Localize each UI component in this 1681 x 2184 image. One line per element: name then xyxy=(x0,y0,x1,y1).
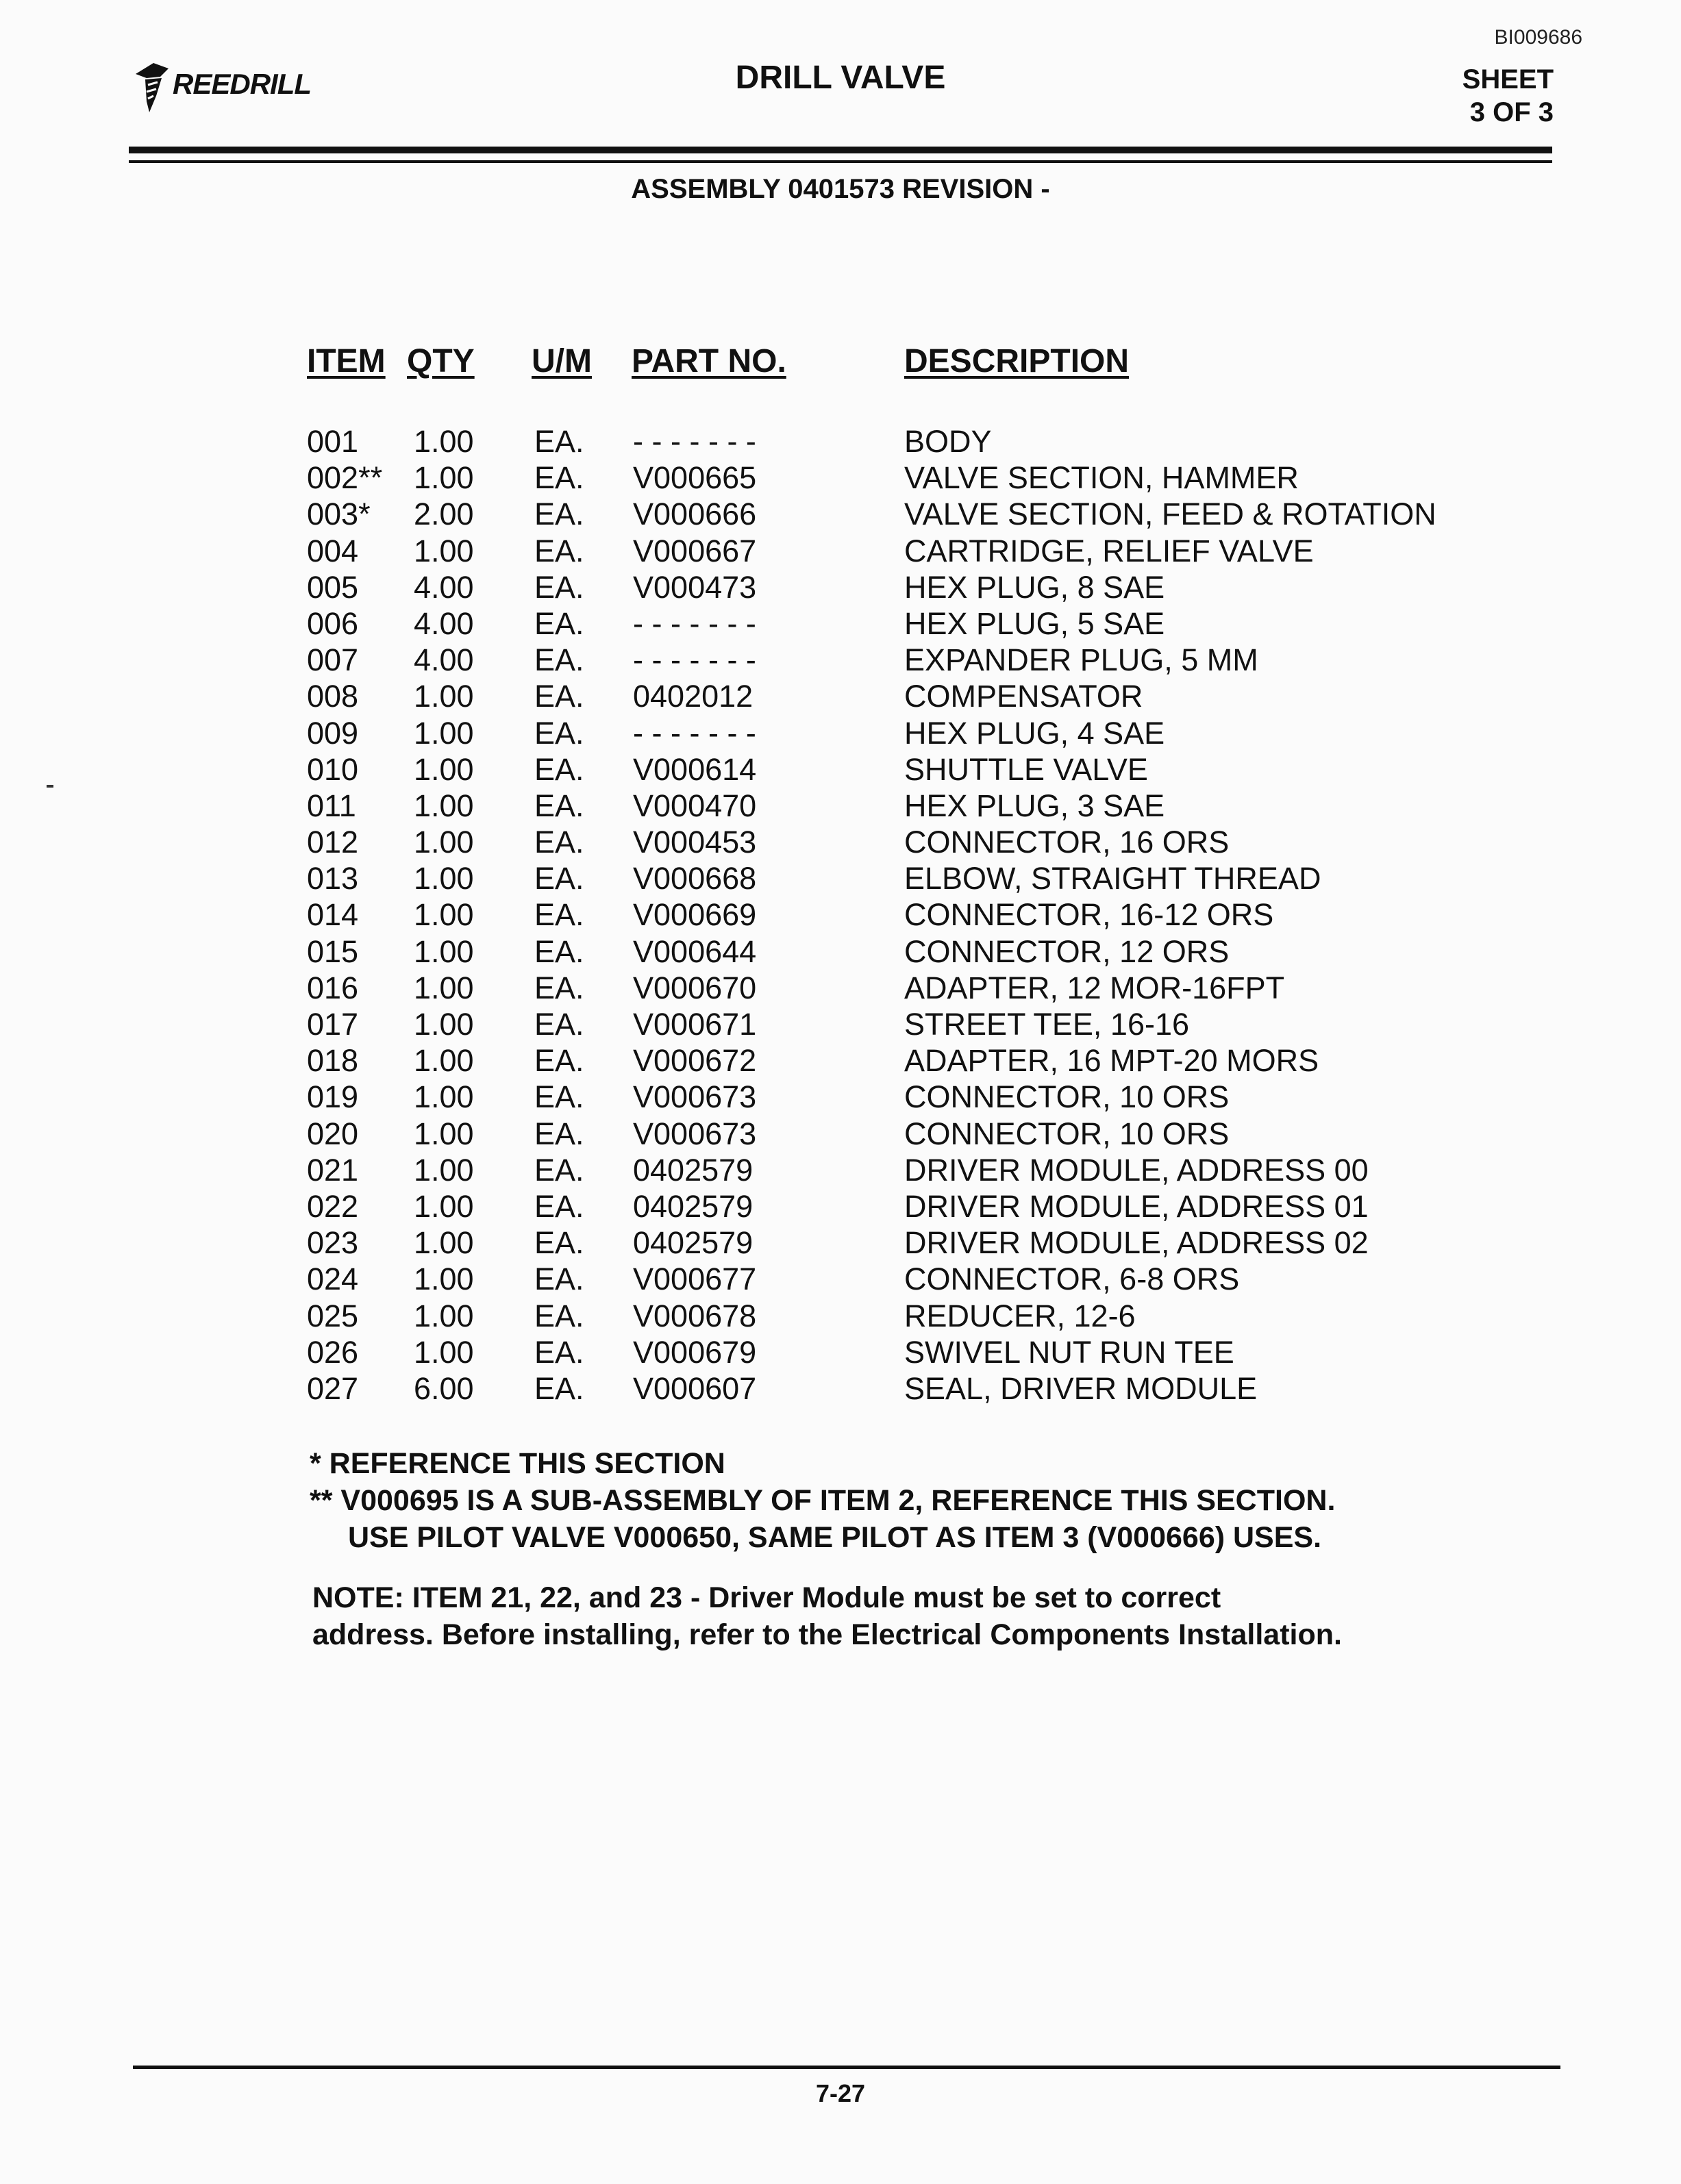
unit-of-measure-cell: EA. xyxy=(534,1043,584,1079)
table-row xyxy=(0,423,1681,460)
quantity-cell: 1.00 xyxy=(414,460,474,496)
part-number-cell: V000644 xyxy=(633,933,757,969)
description-cell: CONNECTOR, 6-8 ORS xyxy=(904,1262,1240,1297)
table-row xyxy=(0,933,1681,970)
sheet-indicator xyxy=(1462,63,1554,129)
unit-of-measure-cell: EA. xyxy=(534,1298,584,1333)
description-cell: DRIVER MODULE, ADDRESS 02 xyxy=(904,1225,1369,1261)
part-number-cell: V000670 xyxy=(633,970,757,1005)
item-number-cell: 001 xyxy=(307,424,359,459)
part-number-cell: V000453 xyxy=(633,825,757,860)
part-number-cell: V000470 xyxy=(633,788,757,823)
quantity-cell: 1.00 xyxy=(414,970,474,1005)
description-cell: DRIVER MODULE, ADDRESS 00 xyxy=(904,1152,1369,1188)
table-row xyxy=(0,1116,1681,1152)
item-number-cell: 006 xyxy=(307,605,359,641)
part-number-cell: V000667 xyxy=(633,533,757,568)
part-number-cell: V000669 xyxy=(633,897,757,933)
table-row xyxy=(0,1188,1681,1225)
table-row xyxy=(0,496,1681,532)
footnote-double-star: ** V000695 IS A SUB-ASSEMBLY OF ITEM 2, REFERENCE THIS SECTION. xyxy=(310,1484,1336,1517)
unit-of-measure-cell: EA. xyxy=(534,933,584,969)
item-number-cell: 002** xyxy=(307,460,383,496)
part-number-cell: V000473 xyxy=(633,569,757,605)
column-header-qty: QTY xyxy=(407,343,475,379)
description-cell: HEX PLUG, 4 SAE xyxy=(904,715,1165,751)
column-header-part-no: PART NO. xyxy=(632,343,786,379)
unit-of-measure-cell: EA. xyxy=(534,1334,584,1370)
header-divider-thin xyxy=(129,160,1552,163)
table-row xyxy=(0,715,1681,751)
table-row xyxy=(0,678,1681,714)
unit-of-measure-cell: EA. xyxy=(534,497,584,532)
quantity-cell: 1.00 xyxy=(414,751,474,787)
quantity-cell: 1.00 xyxy=(414,715,474,751)
part-number-cell: V000668 xyxy=(633,861,757,896)
unit-of-measure-cell: EA. xyxy=(534,861,584,896)
unit-of-measure-cell: EA. xyxy=(534,1225,584,1261)
item-number-cell: 019 xyxy=(307,1079,359,1115)
unit-of-measure-cell: EA. xyxy=(534,460,584,496)
part-number-cell: V000614 xyxy=(633,751,757,787)
description-cell: COMPENSATOR xyxy=(904,679,1143,714)
part-number-cell: - - - - - - - xyxy=(633,605,756,641)
footer-divider xyxy=(133,2066,1560,2069)
table-row xyxy=(0,896,1681,933)
quantity-cell: 1.00 xyxy=(414,1225,474,1261)
unit-of-measure-cell: EA. xyxy=(534,1262,584,1297)
footnote-single-star: * REFERENCE THIS SECTION xyxy=(310,1447,725,1480)
table-row xyxy=(0,1152,1681,1188)
quantity-cell: 1.00 xyxy=(414,861,474,896)
item-number-cell: 007 xyxy=(307,642,359,678)
assembly-subtitle: ASSEMBLY 0401573 REVISION - xyxy=(631,174,1050,204)
quantity-cell: 1.00 xyxy=(414,1007,474,1042)
document-id: BI009686 xyxy=(1494,26,1582,49)
footnote-double-star-continued: USE PILOT VALVE V000650, SAME PILOT AS ITEM 3 (V000666) USES. xyxy=(348,1521,1322,1554)
description-cell: CONNECTOR, 16-12 ORS xyxy=(904,897,1274,933)
part-number-cell: 0402579 xyxy=(633,1225,754,1261)
description-cell: DRIVER MODULE, ADDRESS 01 xyxy=(904,1188,1369,1224)
table-row xyxy=(0,569,1681,605)
unit-of-measure-cell: EA. xyxy=(534,751,584,787)
quantity-cell: 1.00 xyxy=(414,1079,474,1115)
table-row xyxy=(0,1079,1681,1115)
margin-mark xyxy=(47,785,53,788)
item-number-cell: 027 xyxy=(307,1370,359,1406)
description-cell: HEX PLUG, 5 SAE xyxy=(904,605,1165,641)
table-row xyxy=(0,751,1681,788)
quantity-cell: 1.00 xyxy=(414,788,474,823)
page-number: 7-27 xyxy=(815,2079,866,2107)
item-number-cell: 023 xyxy=(307,1225,359,1261)
part-number-cell: - - - - - - - xyxy=(633,424,756,459)
quantity-cell: 4.00 xyxy=(414,605,474,641)
installation-note xyxy=(312,1579,1342,1653)
item-number-cell: 003* xyxy=(307,497,371,532)
item-number-cell: 011 xyxy=(307,788,356,823)
quantity-cell: 1.00 xyxy=(414,825,474,860)
page-title: DRILL VALVE xyxy=(735,60,946,96)
item-number-cell: 005 xyxy=(307,569,359,605)
quantity-cell: 1.00 xyxy=(414,1152,474,1188)
description-cell: ADAPTER, 12 MOR-16FPT xyxy=(904,970,1285,1005)
header-divider-thick xyxy=(129,147,1552,153)
table-row xyxy=(0,533,1681,569)
column-header-item: ITEM xyxy=(307,343,386,379)
note-line-1: NOTE: ITEM 21, 22, and 23 - Driver Module must be set to correct xyxy=(312,1581,1221,1614)
sheet-number: 3 OF 3 xyxy=(1469,97,1554,127)
quantity-cell: 1.00 xyxy=(414,933,474,969)
unit-of-measure-cell: EA. xyxy=(534,1007,584,1042)
unit-of-measure-cell: EA. xyxy=(534,897,584,933)
item-number-cell: 025 xyxy=(307,1298,359,1333)
quantity-cell: 1.00 xyxy=(414,1043,474,1079)
table-row xyxy=(0,605,1681,642)
parts-table-body xyxy=(0,423,1681,1407)
sheet-label: SHEET xyxy=(1462,64,1554,95)
quantity-cell: 1.00 xyxy=(414,897,474,933)
description-cell: STREET TEE, 16-16 xyxy=(904,1007,1190,1042)
logo-wordmark: REEDRILL xyxy=(173,68,311,100)
unit-of-measure-cell: EA. xyxy=(534,679,584,714)
item-number-cell: 008 xyxy=(307,679,359,714)
part-number-cell: - - - - - - - xyxy=(633,642,756,678)
unit-of-measure-cell: EA. xyxy=(534,1079,584,1115)
item-number-cell: 010 xyxy=(307,751,359,787)
description-cell: SWIVEL NUT RUN TEE xyxy=(904,1334,1234,1370)
quantity-cell: 1.00 xyxy=(414,1188,474,1224)
part-number-cell: - - - - - - - xyxy=(633,715,756,751)
table-row xyxy=(0,460,1681,496)
part-number-cell: V000673 xyxy=(633,1116,757,1151)
unit-of-measure-cell: EA. xyxy=(534,715,584,751)
part-number-cell: V000677 xyxy=(633,1262,757,1297)
part-number-cell: V000607 xyxy=(633,1370,757,1406)
item-number-cell: 012 xyxy=(307,825,359,860)
column-header-description: DESCRIPTION xyxy=(904,343,1130,379)
item-number-cell: 014 xyxy=(307,897,359,933)
note-line-2: address. Before installing, refer to the Electrical Components Installation. xyxy=(312,1618,1342,1651)
table-row xyxy=(0,860,1681,896)
quantity-cell: 4.00 xyxy=(414,569,474,605)
item-number-cell: 017 xyxy=(307,1007,359,1042)
quantity-cell: 1.00 xyxy=(414,1298,474,1333)
item-number-cell: 020 xyxy=(307,1116,359,1151)
quantity-cell: 1.00 xyxy=(414,1262,474,1297)
unit-of-measure-cell: EA. xyxy=(534,642,584,678)
quantity-cell: 2.00 xyxy=(414,497,474,532)
part-number-cell: V000665 xyxy=(633,460,757,496)
item-number-cell: 024 xyxy=(307,1262,359,1297)
quantity-cell: 1.00 xyxy=(414,533,474,568)
unit-of-measure-cell: EA. xyxy=(534,788,584,823)
unit-of-measure-cell: EA. xyxy=(534,424,584,459)
item-number-cell: 021 xyxy=(307,1152,359,1188)
table-row xyxy=(0,824,1681,860)
table-row xyxy=(0,1298,1681,1334)
quantity-cell: 4.00 xyxy=(414,642,474,678)
part-number-cell: V000666 xyxy=(633,497,757,532)
quantity-cell: 1.00 xyxy=(414,1116,474,1151)
description-cell: CARTRIDGE, RELIEF VALVE xyxy=(904,533,1314,568)
quantity-cell: 1.00 xyxy=(414,424,474,459)
description-cell: CONNECTOR, 10 ORS xyxy=(904,1079,1230,1115)
part-number-cell: V000679 xyxy=(633,1334,757,1370)
table-row xyxy=(0,642,1681,678)
quantity-cell: 1.00 xyxy=(414,679,474,714)
quantity-cell: 6.00 xyxy=(414,1370,474,1406)
unit-of-measure-cell: EA. xyxy=(534,1370,584,1406)
table-row xyxy=(0,1042,1681,1079)
description-cell: VALVE SECTION, HAMMER xyxy=(904,460,1299,496)
part-number-cell: V000678 xyxy=(633,1298,757,1333)
item-number-cell: 018 xyxy=(307,1043,359,1079)
description-cell: CONNECTOR, 16 ORS xyxy=(904,825,1230,860)
table-row xyxy=(0,1225,1681,1261)
description-cell: HEX PLUG, 8 SAE xyxy=(904,569,1165,605)
unit-of-measure-cell: EA. xyxy=(534,533,584,568)
part-number-cell: V000672 xyxy=(633,1043,757,1079)
table-row xyxy=(0,1334,1681,1370)
part-number-cell: V000673 xyxy=(633,1079,757,1115)
description-cell: CONNECTOR, 12 ORS xyxy=(904,933,1230,969)
item-number-cell: 026 xyxy=(307,1334,359,1370)
description-cell: CONNECTOR, 10 ORS xyxy=(904,1116,1230,1151)
unit-of-measure-cell: EA. xyxy=(534,1116,584,1151)
table-row xyxy=(0,1006,1681,1042)
item-number-cell: 022 xyxy=(307,1188,359,1224)
unit-of-measure-cell: EA. xyxy=(534,605,584,641)
column-header-um: U/M xyxy=(532,343,592,379)
unit-of-measure-cell: EA. xyxy=(534,569,584,605)
description-cell: EXPANDER PLUG, 5 MM xyxy=(904,642,1258,678)
unit-of-measure-cell: EA. xyxy=(534,1152,584,1188)
description-cell: SEAL, DRIVER MODULE xyxy=(904,1370,1258,1406)
unit-of-measure-cell: EA. xyxy=(534,825,584,860)
description-cell: BODY xyxy=(904,424,992,459)
item-number-cell: 015 xyxy=(307,933,359,969)
item-number-cell: 016 xyxy=(307,970,359,1005)
unit-of-measure-cell: EA. xyxy=(534,1188,584,1224)
item-number-cell: 004 xyxy=(307,533,359,568)
description-cell: REDUCER, 12-6 xyxy=(904,1298,1136,1333)
item-number-cell: 009 xyxy=(307,715,359,751)
part-number-cell: 0402012 xyxy=(633,679,754,714)
quantity-cell: 1.00 xyxy=(414,1334,474,1370)
description-cell: HEX PLUG, 3 SAE xyxy=(904,788,1165,823)
description-cell: SHUTTLE VALVE xyxy=(904,751,1148,787)
description-cell: ELBOW, STRAIGHT THREAD xyxy=(904,861,1321,896)
table-row xyxy=(0,788,1681,824)
footnotes xyxy=(310,1445,1335,1556)
table-row xyxy=(0,970,1681,1006)
part-number-cell: V000671 xyxy=(633,1007,757,1042)
item-number-cell: 013 xyxy=(307,861,359,896)
table-row xyxy=(0,1261,1681,1297)
description-cell: VALVE SECTION, FEED & ROTATION xyxy=(904,497,1436,532)
unit-of-measure-cell: EA. xyxy=(534,970,584,1005)
description-cell: ADAPTER, 16 MPT-20 MORS xyxy=(904,1043,1319,1079)
table-row xyxy=(0,1370,1681,1407)
part-number-cell: 0402579 xyxy=(633,1188,754,1224)
part-number-cell: 0402579 xyxy=(633,1152,754,1188)
